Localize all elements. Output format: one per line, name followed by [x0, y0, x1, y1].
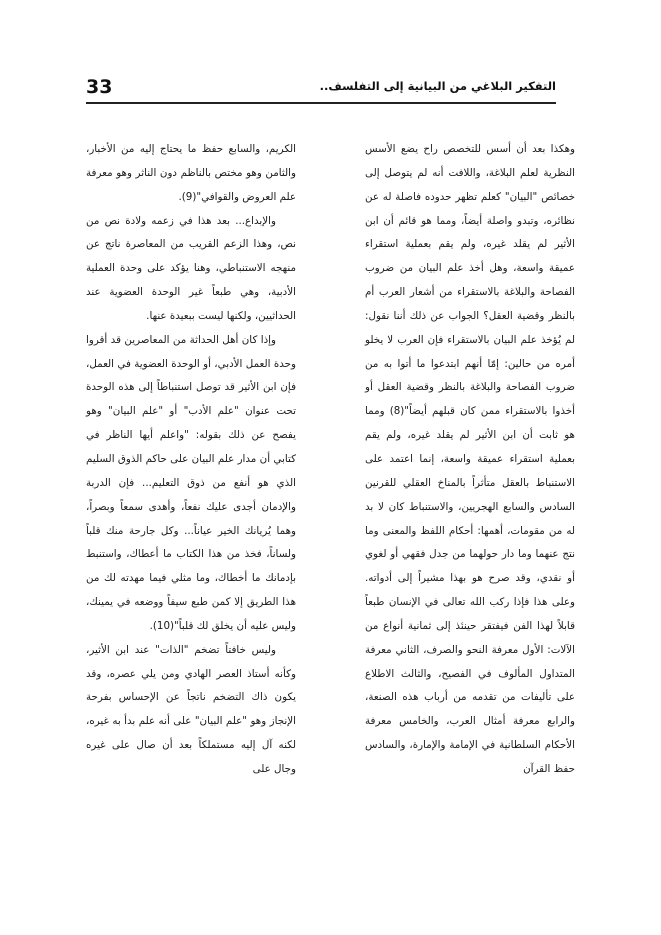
running-title: التفكير البلاغي من البيانية إلى التفلسف..	[319, 79, 556, 93]
text-column-left	[86, 138, 296, 782]
paragraph: وليس خافتاً تضخم "الذات" عند ابن الأثير، وكأنه أستاذ العصر الهادي ومن يلي عصره، وقد يكون ذاك التضخم ناتجاً عن الإحساس بفرحة الإنجاز وهو "علم البيان" على أنه علم بدأ به غيره، لكنه آل إليه مستملكاً بعد أن صال على غيره وجال على	[86, 643, 296, 775]
paragraph: وهكذا بعد أن أسس للتخصص راح يضع الأسس النظرية لعلم البلاغة، واللافت أنه لم يتوصل إلى خصائص "البيان" كعلم تظهر حدوده فاصلة له عن نظائره، وتبدو واصلة أيضاً، ومما هو قائم أن ابن الأثير لم يقلد غيره، ولم يقم بعملية استقراء عميقة واسعة، وهل أخذ علم البيان من ضروب الفصاحة والبلاغة بالاستقراء من أشعار العرب أم بالنظر وقضية العقل؟ الجواب عن ذلك أننا نقول: لم يُؤخذ علم البيان بالاستقراء فإن العرب لا يخلو أمره من حالين: إمّا أنهم ابتدعوا ما أتوا به من ضروب الفصاحة والبلاغة بالنظر وقضية العقل أو أخذوا بالاستقراء ممن كان قبلهم أيضاً"(8) ومما هو ثابت أن ابن الأثير لم يقلد غيره، ولم يقم بعملية استقراء عميقة واسعة، إنما اعتمد على الاستنباط بالعقل متأثراً بالمناخ العقلي للقرنين السادس والسابع الهجريين، والاستنباط كان لا بد له من مقومات، أهمها: أحكام اللفظ والمعنى وما نتج عنهما وما دار حولهما من جدل فقهي أو لغوي أو نقدي، وقد صرح هو بهذا مشيراً إلى أدواته. وعلى هذا فإذا ركب الله تعالى في الإنسان طبعاً قابلاً لهذا الفن فيفتقر حينئذ إلى ثمانية أنواع من الآلات: الأول معرفة النحو والصرف، الثاني معرفة المتداول المألوف في الفصيح، والثالث الاطلاع على تأليفات من تقدمه من أرباب هذه الصنعة، والرابع معرفة أمثال العرب، والخامس معرفة الأحكام السلطانية في الإمامة والإمارة، والسادس حفظ القرآن	[365, 143, 575, 775]
page-header-bar	[86, 72, 556, 102]
page-number: 33	[86, 76, 113, 98]
header-rule	[86, 102, 556, 104]
text-column-right	[365, 138, 575, 782]
paragraph: الكريم، والسابع حفظ ما يحتاج إليه من الأخبار، والثامن وهو مختص بالناظم دون الناثر وهو معرفة علم العروض والقوافي"(9).	[86, 143, 296, 203]
paragraph: والإبداع... بعد هذا في زعمه ولادة نص من نص، وهذا الزعم القريب من المعاصرة ناتج عن منهجه الاستنباطي، وهنا يؤكد على وحدة العملية الأدبية، وهي طبعاً غير الوحدة العضوية عند الحداثيين، ولكنها ليست ببعيدة عنها.	[86, 214, 296, 322]
paragraph: وإذا كان أهل الحداثة من المعاصرين قد أقروا وحدة العمل الأدبي، أو الوحدة العضوية في العمل، فإن ابن الأثير قد توصل استنباطاً إلى هذه الوحدة تحت عنوان "علم الأدب" أو "علم البيان" وهو يفصح عن ذلك بقوله: "واعلم أيها الناظر في كتابي أن مدار علم البيان على حاكم الذوق السليم الذي هو أنفع من ذوق التعليم... فإن الدربة والإدمان أجدى عليك نفعاً، وأهدى سمعاً وبصراً، وهما يُريانك الخير عياناً... وكل جارحة منك قلباً ولساناً، فخذ من هذا الكتاب ما أعطاك، واستنبط بإدمانك ما أخطاك، وما مثلي فيما مهدته لك من هذا الطريق إلا كمن طبع سيفاً ووضعه في يمينك، وليس عليه أن يخلق لك قلباً"(10).	[86, 333, 296, 632]
